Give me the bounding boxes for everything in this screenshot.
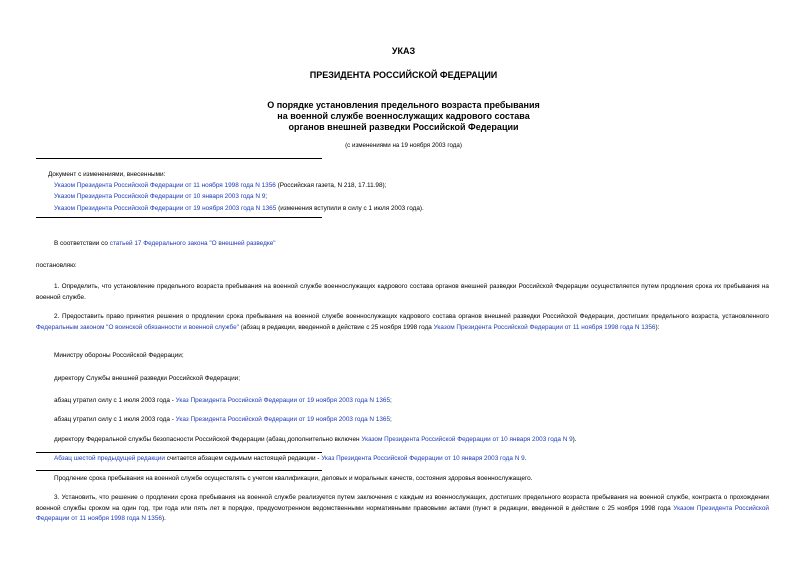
preamble: В соответствии со статьей 17 Федерального закона "О внешней разведке" <box>54 240 276 247</box>
military-service-law-link[interactable]: Федеральным законом "О воинской обязанности и военной службе" <box>36 323 239 331</box>
list-item-repealed-1: абзац утратил силу с 1 июля 2003 года - Указ Президента Российской Федерации от 19 ноября 2003 года N 1365; <box>54 397 392 404</box>
amendment-item: Указом Президента Российской Федерации от 11 ноября 1998 года N 1356 (Российская газета, N 218, 17.11.98); <box>54 182 387 190</box>
subject-line-1: О порядке установления предельного возраста пребывания <box>267 100 540 110</box>
list-item-defense-minister: Министру обороны Российской Федерации; <box>54 352 184 359</box>
decree-9-link[interactable]: Указ Президента Российской Федерации от 10 января 2003 года N 9 <box>321 455 525 462</box>
decree-subject <box>0 100 807 133</box>
list-item-fsb-director: директору Федеральной службы безопасности Российской Федерации (абзац дополнительно включен Указом Президента Российской Федерации от 10 января 2003 года N 9). <box>54 436 577 443</box>
changes-note: (с изменениями на 19 ноября 2003 года) <box>345 142 462 149</box>
amendment-link-2003-jan[interactable]: Указом Президента Российской Федерации от 10 января 2003 года N 9 <box>54 193 266 201</box>
amendments-intro: Документ с изменениями, внесенными: <box>48 171 166 178</box>
amendment-item: Указом Президента Российской Федерации от 19 ноября 2003 года N 1365 (изменения вступили в силу с 1 июля 2003 года). <box>54 204 424 212</box>
paragraph-2: 2. Предоставить право принятия решения о продлении срока пребывания на военной службе военнослужащих кадрового состава органов внешней разведки Российской Федерации, достигших предельного возраста, установленного Федеральным законом "О воинской обязанности и военной службе" (абзац в редакции, введенной в действие с 25 ноября 1998 года Указом Президента Российской Федерации от 11 ноября 1998 года N 1356): <box>36 313 769 331</box>
amendment-link-2003-nov[interactable]: Указом Президента Российской Федерации от 19 ноября 2003 года N 1365 <box>54 204 277 212</box>
decree-1365-link[interactable]: Указ Президента Российской Федерации от 19 ноября 2003 года N 1365 <box>175 416 391 423</box>
decree-title: УКАЗ <box>391 46 416 56</box>
decree-issuer: ПРЕЗИДЕНТА РОССИЙСКОЙ ФЕДЕРАЦИИ <box>309 70 498 80</box>
amendment-link-1998[interactable]: Указом Президента Российской Федерации от 11 ноября 1998 года N 1356 <box>54 182 276 190</box>
paragraph-1: 1. Определить, что установление предельного возраста пребывания на военной службе военнослужащих кадрового состава органов внешней разведки Российской Федерации осуществляется путем продления срока их пребывания на военной службе. <box>36 283 769 301</box>
amendments-list <box>48 169 424 214</box>
subject-line-3: органов внешней разведки Российской Федерации <box>288 122 519 132</box>
divider-top <box>36 158 322 159</box>
previous-edition-link[interactable]: Абзац шестой предыдущей редакции <box>54 455 165 462</box>
divider-note-top <box>36 452 322 453</box>
decree-9-link[interactable]: Указом Президента Российской Федерации от 10 января 2003 года N 9 <box>361 436 573 443</box>
subject-line-2: на военной службе военнослужащих кадрового состава <box>277 111 530 121</box>
list-item-repealed-2: абзац утратил силу с 1 июля 2003 года - Указ Президента Российской Федерации от 19 ноября 2003 года N 1365; <box>54 416 392 423</box>
editorial-note: Абзац шестой предыдущей редакции считается абзацем седьмым настоящей редакции - Указ Президента Российской Федерации от 10 января 2003 года N 9. <box>54 455 527 462</box>
amendment-item: Указом Президента Российской Федерации от 10 января 2003 года N 9; <box>54 193 268 201</box>
list-item-svr-director: директору Службы внешней разведки Российской Федерации; <box>54 375 240 382</box>
extension-paragraph: Продление срока пребывания на военной службе осуществлять с учетом квалификации, деловых и моральных качеств, состояния здоровья военнослужащего. <box>54 475 533 482</box>
divider-amendments <box>36 217 322 218</box>
law-article-link[interactable]: статьей 17 Федерального закона "О внешней разведке" <box>109 240 276 247</box>
paragraph-3: 3. Установить, что решение о продлении срока пребывания на военной службе реализуется путем заключения с каждым из военнослужащих, достигших предельного возраста пребывания на военной службе, контракта о прохождении военной службы сроком на один год, три года или пять лет в порядке, предусмотренном ведомственными нормативными правовыми актами (пункт в редакции, введенной в действие с 25 ноября 1998 года Указом Президента Российской Федерации от 11 ноября 1998 года N 1356). <box>36 494 769 522</box>
decree-word: постановляю: <box>36 262 77 269</box>
decree-1365-link[interactable]: Указ Президента Российской Федерации от 19 ноября 2003 года N 1365 <box>175 397 391 404</box>
divider-note-bottom <box>36 470 322 471</box>
decree-1356-link[interactable]: Указом Президента Российской Федерации от 11 ноября 1998 года N 1356 <box>36 504 769 522</box>
decree-1356-link[interactable]: Указом Президента Российской Федерации от 11 ноября 1998 года N 1356 <box>433 323 656 331</box>
